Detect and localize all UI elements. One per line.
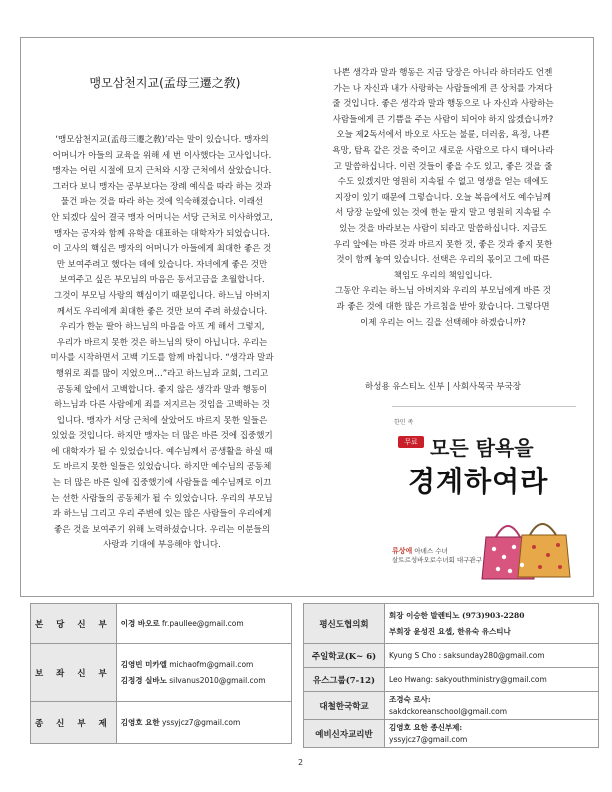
ministry-row (304, 644, 599, 668)
article-line: 좋은 것을 보여주기 위해 노력하셨습니다. 우리는 이분들의 (54, 524, 270, 535)
article-line: 맹자는 어린 시절에 묘지 근처와 시장 근처에서 살았습니다. (52, 166, 272, 177)
article-line: 는 선한 사람들의 공동체가 될 수 있었습니다. 우리의 부모님 (51, 493, 273, 504)
clergy-name: 김정경 실바노 (120, 675, 167, 685)
article-line: 오늘 제2독서에서 바오로 사도는 불륜, 더러움, 욕정, 나쁜 (336, 130, 550, 141)
article-line: 물건 파는 것을 따라 하는 것에 익숙해졌습니다. 이래선 (60, 197, 264, 208)
article-line: 우리가 한눈 팔아 하느님의 마음을 아프 게 해서 그렇지, (59, 322, 265, 333)
article-line: 그러다 보니 맹자는 공부보다는 장례 예식을 따라 하는 것과 (52, 181, 272, 192)
article-line: 있는 것을 바라보는 사람이 되라고 말씀하십니다. 지금도 (339, 223, 547, 234)
article-line: ‘맹모삼천지교(孟母三遷之敎)’라는 말이 있습니다. 맹자의 (55, 135, 269, 145)
article-line: 보여주고 싶은 부모님의 마음은 동서고금을 초월합니다. (59, 275, 265, 286)
article-line: 어머니가 아들의 교육을 위해 세 번 이사했다는 고사입니다. (52, 150, 272, 161)
article-line: 과 하느님 그리고 우리 주변에 있는 많은 사람들이 우리에게 (52, 509, 272, 520)
calligraphy-ad (392, 406, 576, 587)
article-line: 는 더 많은 바른 일에 집중했기에 사람들을 예수님께로 이끄 (52, 478, 272, 489)
article-line: 지장이 있기 때문에 그렇습니다. 오늘 복음에서도 예수님께 (335, 192, 551, 203)
page-number: 2 (298, 758, 304, 767)
ministry-label: 대철한국학교 (304, 692, 385, 720)
clergy-label: 보 좌 신 부 (31, 644, 117, 702)
article-line: 도 바르지 못한 일들은 있었습니다. 하지만 예수님의 공동체 (52, 462, 272, 473)
article-line: 우리 앞에는 바른 것과 바르지 못한 것, 좋은 것과 좋지 못한 (333, 239, 553, 250)
ministry-label: 유스그룹(7-12) (304, 668, 385, 692)
ad-line-1: 모든 탐욕을 (430, 436, 534, 460)
ad-brand-suffix: 아녜스 수녀 (412, 547, 448, 555)
clergy-name: 이경 바오로 (120, 618, 160, 628)
article-author: 하성용 유스티노 신부 | 사회사목국 부국장 (365, 382, 521, 392)
article-line: 하느님과 다른 사람에게 죄를 저지르는 것임을 고백하는 것 (54, 400, 270, 411)
ministry-label: 예비신자교리반 (304, 720, 385, 748)
ministry-line: Kyung S Cho : saksunday280@gmail.com (389, 650, 545, 660)
ad-credit (392, 547, 482, 565)
article-line: 그것이 부모님 사랑의 핵심이기 때문입니다. 하느님 아버지 (54, 290, 270, 301)
article-line: 께서도 우리에게 최대한 좋은 것만 보여 주려 하셨습니다. (56, 306, 268, 317)
clergy-name: 김영호 요한 (120, 717, 160, 727)
ad-brand: 류상애 (392, 547, 413, 555)
ministry-contact (385, 604, 599, 644)
article-line: 서 당장 눈앞에 있는 것에 한눈 팔지 말고 영원히 지속될 수 (335, 208, 551, 219)
article-right-column (304, 66, 582, 331)
ministry-line: 김영호 요한 종신부제: (389, 723, 463, 732)
article-line: 만 보여주려고 했다는 데에 있습니다. 자녀에게 좋은 것만 (56, 259, 268, 270)
ministry-row (304, 604, 599, 644)
article-line: 행위로 죄를 많이 지었으며…”라고 하느님과 교회, 그리고 (55, 368, 269, 379)
article-line: 이 고사의 핵심은 맹자의 어머니가 아들에게 최대한 좋은 것 (52, 244, 272, 255)
article-title: 맹모삼천지교(孟母三遷之敎) (89, 76, 241, 90)
article-line: 것이 함께 놓여 있습니다. 선택은 우리의 몫이고 그에 따른 (336, 255, 550, 266)
article-line: 이제 우리는 어느 길을 선택해야 하겠습니까? (360, 317, 526, 328)
article-line: 입니다. 맹자가 서당 근처에 살았어도 바르지 못한 일들은 (56, 415, 268, 426)
ad-seal: 무료 (398, 436, 424, 448)
article-line: 사랑과 기대에 부응해야 합니다. (103, 540, 221, 551)
article-line: 그동안 우리는 하느님 아버지와 우리의 부모님에게 바른 것 (335, 286, 551, 297)
ministry-label: 평신도협의회 (304, 604, 385, 644)
shopping-bags-illustration (478, 507, 574, 587)
ministry-line: 회장 이승한 발렌티노 (973)903-2280 (389, 611, 525, 620)
article-line: 가는 나 자신과 내가 사랑하는 사람들에게 큰 상처를 가져다 (333, 83, 553, 94)
ministry-line: Leo Hwang: sakyouthministry@gmail.com (389, 674, 547, 684)
article-line: 수도 있겠지만 영원히 지속될 수 없고 영생을 얻는 데에도 (337, 177, 549, 188)
ministry-contact (385, 668, 599, 692)
clergy-contact (116, 702, 291, 744)
ad-line-2: 경계하여라 (408, 465, 549, 498)
ministry-line: 부회장 윤성진 요셉, 한유숙 유스티나 (389, 626, 511, 636)
ministry-directory (303, 603, 599, 748)
article-line: 안 되겠다 싶어 결국 맹자 어머니는 서당 근처로 이사하였고, (51, 212, 273, 223)
ministry-contact (385, 692, 599, 720)
article-left-column (28, 133, 296, 554)
article-line: 미사를 시작하면서 고백 기도를 함께 바칩니다. “생각과 말과 (50, 353, 274, 364)
clergy-row (31, 702, 292, 744)
clergy-label: 종 신 부 제 (31, 702, 117, 744)
clergy-email: michaofm@gmail.com (169, 659, 254, 669)
ministry-contact (385, 644, 599, 668)
article-line: 공동체 앞에서 고백합니다. 좋지 않은 생각과 말과 행동이 (56, 384, 268, 395)
ministry-row (304, 720, 599, 748)
article-line: 맹자는 공자와 함께 유학을 대표하는 대학자가 되었습니다. (54, 228, 270, 239)
ministry-row (304, 692, 599, 720)
article-line: 줄 것입니다. 좋은 생각과 말과 행동으로 나 자신과 사랑하는 (332, 99, 554, 110)
article-line: 책임도 우리의 책임입니다. (393, 270, 493, 281)
article-line: 사람들에게 큰 기쁨을 주는 사람이 되어야 하지 않겠습니까? (332, 114, 554, 125)
ad-banner (400, 432, 572, 498)
ministry-line: 조경숙 로사: (389, 695, 431, 704)
clergy-contact (116, 604, 291, 644)
article-line: 있었을 것입니다. 하지만 맹자는 더 많은 바른 것에 집중했기 (51, 431, 273, 442)
ministry-contact (385, 720, 599, 748)
clergy-directory (30, 603, 292, 744)
ministry-label: 주일학교(K~ 6) (304, 644, 385, 668)
article-line: 고 말씀하십니다. 이런 것들이 좋을 수도 있고, 좋은 것을 줄 (333, 161, 553, 172)
clergy-name: 김영빈 미카엘 (120, 659, 167, 669)
article-line: 에 대학자가 될 수 있었습니다. 예수님께서 공생활을 하실 때 (51, 446, 273, 457)
clergy-contact (116, 644, 291, 702)
clergy-email: silvanus2010@gmail.com (169, 675, 266, 685)
ministry-row (304, 668, 599, 692)
article-line: 욕망, 탐욕 같은 것을 죽이고 새로운 사람으로 다시 태어나라 (332, 145, 554, 156)
article-line: 과 좋은 것에 대한 많은 가르침을 받아 왔습니다. 그렇다면 (336, 301, 550, 312)
article-line: 나쁜 생각과 말과 행동은 지금 당장은 아니라 하더라도 언젠 (333, 68, 553, 78)
clergy-label: 본 당 신 부 (31, 604, 117, 644)
ad-tag: 한민 족 (394, 419, 414, 426)
article-line: 우리가 바르지 못한 것은 하느님의 탓이 아닙니다. 우리는 (56, 337, 268, 348)
ad-org: 살트르성바오로수녀회 대구관구 (392, 556, 482, 564)
clergy-row (31, 604, 292, 644)
clergy-row (31, 644, 292, 702)
clergy-email: yssyjcz7@gmail.com (161, 717, 241, 727)
clergy-email: fr.paullee@gmail.com (161, 618, 244, 628)
ministry-line: yssyjcz7@gmail.com (389, 734, 468, 744)
ministry-line: sakdckoreanschool@gmail.com (389, 706, 508, 716)
